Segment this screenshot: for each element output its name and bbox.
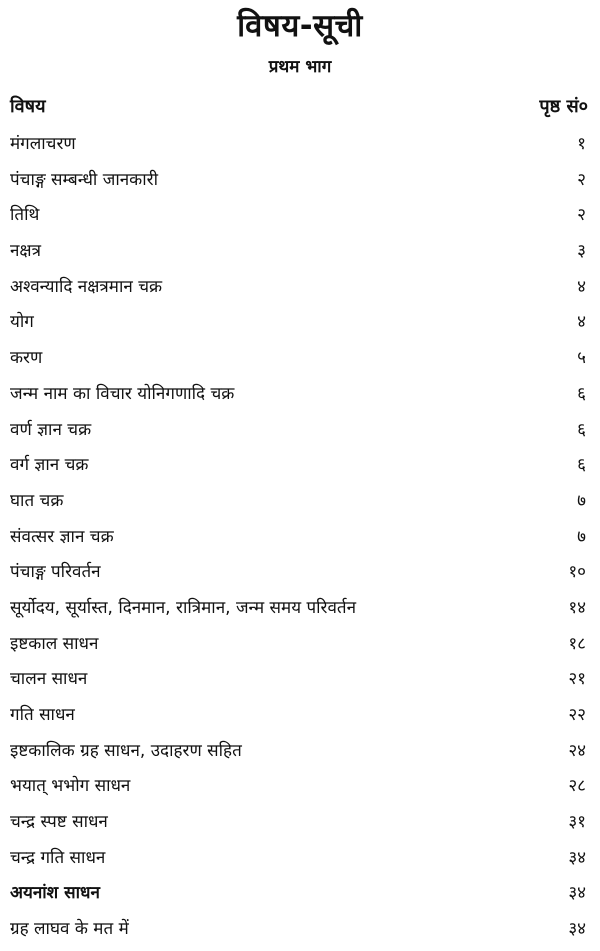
- toc-entry: [10, 594, 590, 630]
- toc-entry: [10, 772, 590, 808]
- toc-entry-page: २२: [568, 705, 586, 725]
- toc-entry-page: ७: [577, 490, 586, 511]
- toc-entry-page: ३४: [568, 883, 586, 904]
- toc-entry-title: चन्द्र गति साधन: [10, 847, 106, 868]
- toc-entry: [10, 166, 590, 202]
- page-title: विषय-सूची: [237, 8, 363, 44]
- toc-entry-title: ग्रह लाघव के मत में: [10, 919, 129, 940]
- toc-entry: [10, 915, 590, 951]
- toc-entry-page: ५: [577, 348, 586, 369]
- toc-entry: [10, 737, 590, 773]
- toc-entry-page: ४: [577, 276, 586, 297]
- toc-entry-title: जन्म नाम का विचार योनिगणादि चक्र: [10, 383, 235, 404]
- toc-entry: [10, 344, 590, 380]
- toc-entry: [10, 630, 590, 666]
- toc-entry-page: ७: [577, 526, 586, 547]
- toc-entry-page: २: [577, 205, 586, 226]
- toc-entry-title: अश्वन्यादि नक्षत्रमान चक्र: [10, 276, 163, 297]
- toc-entry: [10, 416, 590, 452]
- toc-entry: [10, 451, 590, 487]
- toc-entry-title: पंचाङ्ग सम्बन्धी जानकारी: [10, 169, 158, 190]
- toc-entry: [10, 130, 590, 166]
- toc-entry-page: ३१: [568, 812, 586, 833]
- toc-entry-page: ३४: [568, 919, 586, 940]
- toc-entry-page: २४: [568, 740, 586, 761]
- toc-entry-page: १: [577, 134, 586, 154]
- toc-entry-page: १८: [568, 633, 586, 654]
- section-subtitle: प्रथम भाग: [268, 57, 332, 77]
- toc-entry-page: १०: [568, 562, 586, 583]
- toc-entry-title: सूर्योदय, सूर्यास्त, दिनमान, रात्रिमान, जन्म समय परिवर्तन: [10, 597, 357, 618]
- toc-entry-page: २८: [568, 776, 586, 797]
- page-number-column-heading: पृष्ठ सं०: [539, 96, 588, 117]
- toc-entry-title: वर्ण ज्ञान चक्र: [10, 419, 92, 440]
- toc-entry-title: घात चक्र: [10, 490, 64, 511]
- toc-entry-title: वर्ग ज्ञान चक्र: [10, 455, 89, 476]
- toc-entry: [10, 487, 590, 523]
- toc-entry-title: पंचाङ्ग परिवर्तन: [10, 562, 101, 583]
- toc-entry-page: ६: [577, 383, 586, 404]
- toc-list: [10, 130, 590, 951]
- toc-entry-page: ४: [577, 312, 586, 333]
- toc-entry-title: इष्टकालिक ग्रह साधन, उदाहरण सहित: [10, 740, 242, 761]
- toc-entry: [10, 273, 590, 309]
- toc-entry-page: १४: [568, 597, 586, 618]
- toc-entry-page: ६: [577, 455, 586, 476]
- toc-entry-title: इष्टकाल साधन: [10, 633, 99, 654]
- toc-entry-page: २१: [568, 669, 586, 690]
- toc-entry-title: चन्द्र स्पष्ट साधन: [10, 812, 108, 833]
- toc-header-row: [10, 94, 590, 122]
- toc-entry-title: गति साधन: [10, 705, 75, 725]
- toc-entry-title: चालन साधन: [10, 669, 88, 690]
- toc-entry: [10, 237, 590, 273]
- toc-entry-page: ३: [577, 241, 586, 262]
- toc-entry: [10, 808, 590, 844]
- toc-entry: [10, 380, 590, 416]
- toc-entry-page: २: [577, 169, 586, 190]
- toc-entry: [10, 523, 590, 559]
- toc-entry: [10, 879, 590, 915]
- toc-entry: [10, 308, 590, 344]
- toc-entry: [10, 201, 590, 237]
- toc-entry-title: संवत्सर ज्ञान चक्र: [10, 526, 114, 547]
- subject-column-heading: विषय: [10, 96, 46, 117]
- toc-entry-title: तिथि: [10, 205, 40, 226]
- toc-entry: [10, 665, 590, 701]
- toc-entry-title: नक्षत्र: [10, 241, 42, 262]
- toc-entry-page: ६: [577, 419, 586, 440]
- toc-entry: [10, 558, 590, 594]
- toc-entry-title: अयनांश साधन: [10, 883, 100, 904]
- toc-entry-title: मंगलाचरण: [10, 134, 76, 154]
- toc-entry-title: योग: [10, 312, 34, 333]
- toc-entry: [10, 701, 590, 737]
- toc-entry-page: ३४: [568, 847, 586, 868]
- toc-entry-title: करण: [10, 348, 43, 369]
- toc-entry-title: भयात् भभोग साधन: [10, 776, 131, 797]
- toc-entry: [10, 844, 590, 880]
